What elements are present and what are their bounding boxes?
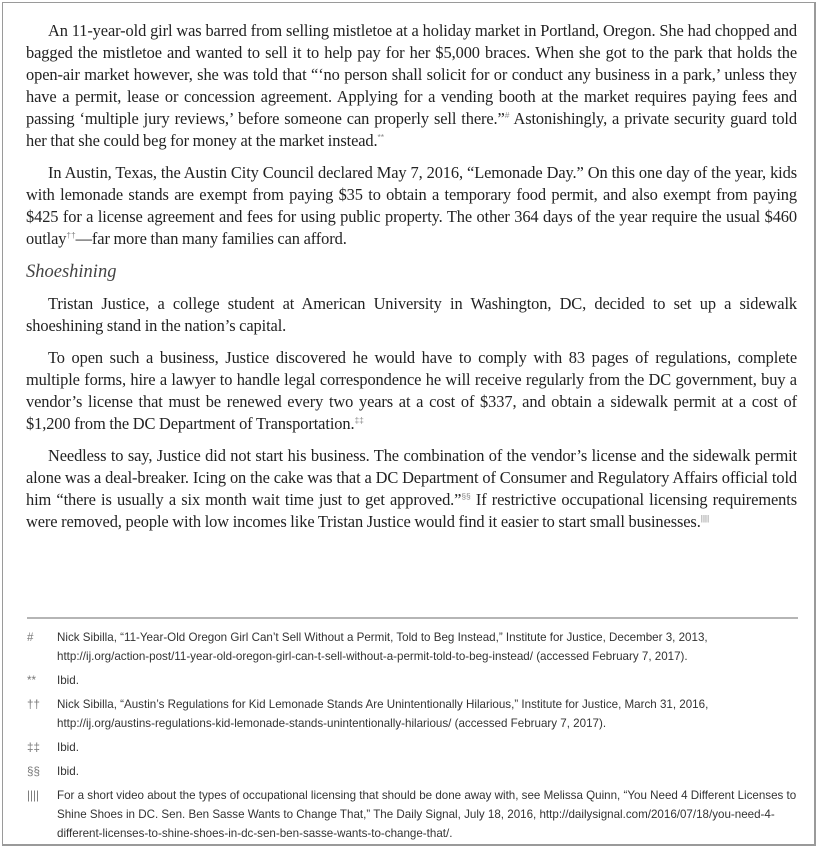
- footnote-text: Nick Sibilla, “11-Year-Old Oregon Girl Can’t Sell Without a Permit, Told to Beg Instead,” Institute for Justice, December 3, 2013, http://ij.org/action-post/11-year-old-oregon-girl-can-t-sell-without-a-permit-told-to-beg-instead/ (accessed February 7, 2017).: [57, 631, 708, 663]
- footnote-item: [27, 738, 798, 757]
- footnote-ref-double-section[interactable]: §§: [461, 491, 471, 501]
- footnote-ref-double-pipe[interactable]: ||||: [700, 513, 710, 523]
- footnote-item: [27, 628, 798, 666]
- footnote-ref-double-dagger[interactable]: ††: [66, 230, 76, 240]
- paragraph-text: In Austin, Texas, the Austin City Council declared May 7, 2016, “Lemonade Day.” On this one day of the year, kids with lemonade stands are exempt from paying $35 to obtain a temporary food permit, and also exempt from paying $425 for a license agreement and fees for using public property. The other 364 days of the year require the usual $460 outlay: [26, 163, 797, 248]
- paragraph-text: If restrictive occupational licensing requirements were removed, people with low incomes like Tristan Justice would find it easier to start small businesses.: [26, 490, 797, 531]
- footnote-item: [27, 786, 798, 843]
- paragraph-text: Astonishingly, a private security guard told her that she could beg for money at the market instead.: [26, 109, 797, 150]
- paragraph-tristan: [26, 293, 797, 337]
- footnote-item: [27, 671, 798, 690]
- footnote-mark: **: [27, 674, 37, 687]
- paragraph-mistletoe: [26, 20, 797, 152]
- paragraph-regulations: [26, 347, 797, 435]
- paragraph-text: An 11-year-old girl was barred from selling mistletoe at a holiday market in Portland, Oregon. She had chopped and bagged the mistletoe and wanted to sell it to help pay for her $5,000 braces. When she got to the park that holds the open-air market however, she was told that “‘no person shall solicit for or conduct any business in a park,’ unless they have a permit, lease or concession agreement. Applying for a vending booth at the market requires paying fees and passing ‘multiple jury reviews,’ before someone can properly sell there.”: [26, 21, 797, 128]
- paragraph-text: To open such a business, Justice discovered he would have to comply with 83 pages of regulations, complete multiple forms, hire a lawyer to handle legal correspondence he will receive regularly from the DC government, buy a vendor’s license that must be renewed every two years at a cost of $337, and obtain a sidewalk permit at a cost of $1,200 from the DC Department of Transportation.: [26, 348, 797, 433]
- footnote-mark: ††: [27, 698, 40, 711]
- paragraph-text: Needless to say, Justice did not start his business. The combination of the vendor’s license and the sidewalk permit alone was a deal-breaker. Icing on the cake was that a DC Department of Consumer and Regulatory Affairs official told him “there is usually a six month wait time just to get approved.”: [26, 446, 797, 509]
- section-heading: Shoeshining: [26, 262, 117, 282]
- footnote-text: Ibid.: [57, 741, 79, 754]
- paragraph-text: —far more than many families can afford.: [75, 229, 347, 248]
- footnote-text: Ibid.: [57, 765, 79, 778]
- footnote-item: [27, 762, 798, 781]
- footnote-text: For a short video about the types of occupational licensing that should be done away with, see Melissa Quinn, “You Need 4 Different Licenses to Shine Shoes in DC. Sen. Ben Sasse Wants to Change That,” The Daily Signal, July 18, 2016, http://dailysignal.com/2016/07/18/you-need-4-different-licenses-to-shine-shoes-in-dc-sen-ben-sasse-wants-to-change-that/.: [57, 789, 797, 840]
- footnote-ref-double-asterisk[interactable]: **: [377, 132, 384, 142]
- footnote-text: Ibid.: [57, 674, 79, 687]
- footnote-mark: ||||: [27, 789, 40, 802]
- footnotes: [27, 628, 798, 848]
- footnote-ref-hash[interactable]: #: [504, 110, 510, 120]
- footnote-ref-double-diesis[interactable]: ‡‡: [354, 415, 364, 425]
- paragraph-text: Tristan Justice, a college student at American University in Washington, DC, decided to set up a sidewalk shoeshining stand in the nation’s capital.: [26, 294, 797, 335]
- paragraph-outcome: [26, 445, 797, 533]
- footnote-divider: [27, 617, 798, 619]
- footnote-mark: #: [27, 631, 34, 644]
- document-page: [2, 2, 816, 846]
- body-text: [26, 20, 797, 543]
- footnote-mark: §§: [27, 765, 40, 778]
- paragraph-lemonade: [26, 162, 797, 250]
- footnote-text: Nick Sibilla, “Austin’s Regulations for Kid Lemonade Stands Are Unintentionally Hilarious,” Institute for Justice, March 31, 2016, http://ij.org/austins-regulations-kid-lemonade-stands-unintentionally-hilarious/ (accessed February 7, 2017).: [57, 698, 709, 730]
- footnote-item: [27, 695, 798, 733]
- footnote-mark: ‡‡: [27, 741, 40, 754]
